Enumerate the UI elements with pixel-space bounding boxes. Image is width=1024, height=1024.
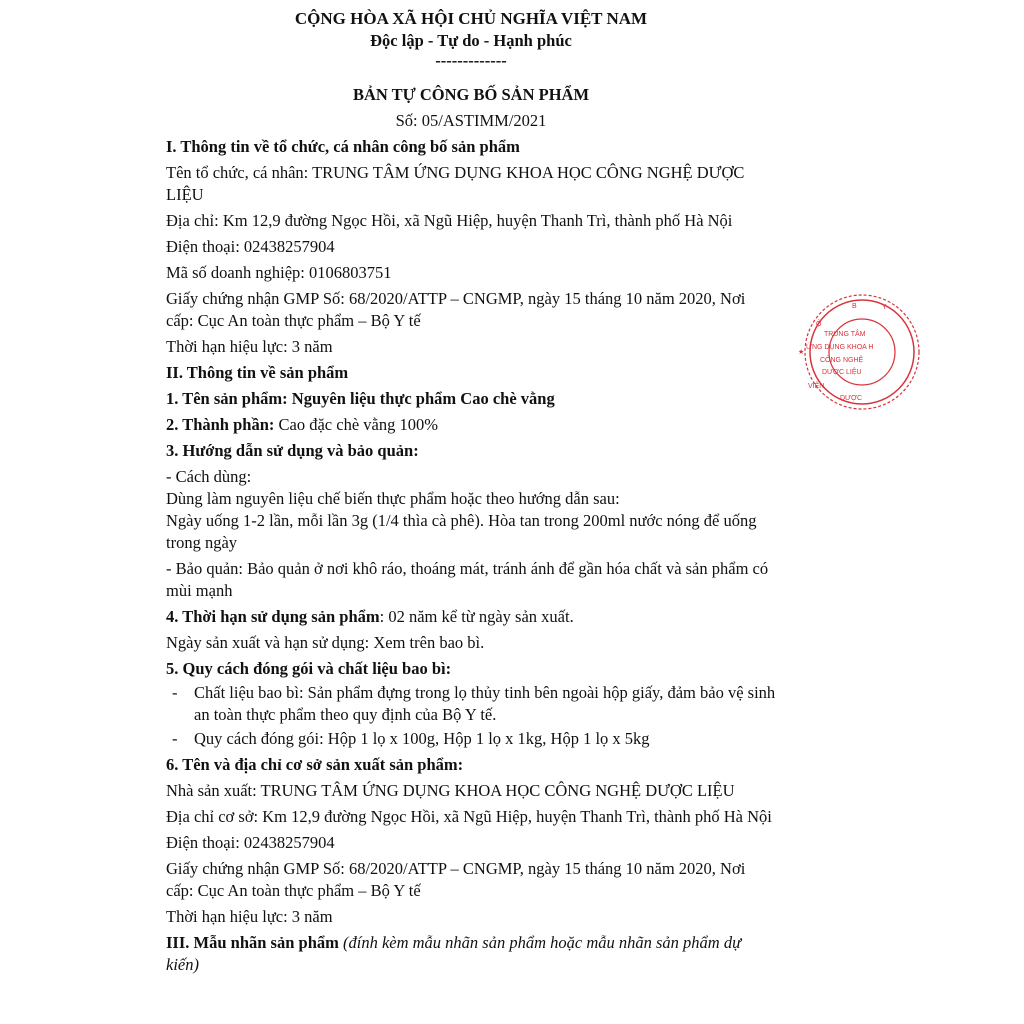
bullet-dash: - <box>172 683 178 702</box>
country-header: CỘNG HÒA XÃ HỘI CHỦ NGHĨA VIỆT NAM <box>294 9 648 28</box>
ingredients-value: Cao đặc chè vằng 100% <box>274 415 438 434</box>
packaging-heading: 5. Quy cách đóng gói và chất liệu bao bì: <box>166 659 452 678</box>
facility-validity: Thời hạn hiệu lực: 3 năm <box>166 907 333 926</box>
packaging-material: Chất liệu bao bì: Sản phẩm đựng trong lọ thủy tinh bên ngoài hộp giấy, đảm bảo vệ sinh an toàn thực phẩm theo quy định của Bộ Y tế. <box>194 683 776 724</box>
facility-gmp-certificate: Giấy chứng nhận GMP Số: 68/2020/ATTP – CNGMP, ngày 15 tháng 10 năm 2020, Nơi cấp: Cục An toàn thực phẩm – Bộ Y tế <box>166 859 746 900</box>
svg-text:ỨNG DỤNG KHOA H: ỨNG DỤNG KHOA H <box>806 344 874 351</box>
org-address: Địa chỉ: Km 12,9 đường Ngọc Hồi, xã Ngũ Hiệp, huyện Thanh Trì, thành phố Hà Nội <box>166 211 733 230</box>
svg-text:★: ★ <box>798 349 805 356</box>
section-3-note: (đính kèm mẫu nhãn sản phẩm hoặc mẫu nhãn sản phẩm dự kiến) <box>166 933 742 974</box>
facility-address: Địa chỉ cơ sở: Km 12,9 đường Ngọc Hồi, xã Ngũ Hiệp, huyện Thanh Trì, thành phố Hà Nội <box>166 807 772 826</box>
svg-text:DƯỢC LIỆU: DƯỢC LIỆU <box>822 369 862 376</box>
svg-text:VIỆN: VIỆN <box>808 383 825 390</box>
packaging-spec: Quy cách đóng gói: Hộp 1 lọ x 100g, Hộp 1 lọ x 1kg, Hộp 1 lọ x 5kg <box>194 729 650 748</box>
org-name: Tên tổ chức, cá nhân: TRUNG TÂM ỨNG DỤNG KHOA HỌC CÔNG NGHỆ DƯỢC LIỆU <box>166 163 745 204</box>
shelf-life-value: : 02 năm kể từ ngày sản xuất. <box>379 607 574 626</box>
seal-icon <box>796 294 886 410</box>
section-2-heading: II. Thông tin về sản phẩm <box>166 363 349 382</box>
packaging-material-item <box>166 682 776 726</box>
shelf-life <box>166 606 776 628</box>
product-ingredients <box>166 414 776 436</box>
usage-label: - Cách dùng: <box>166 467 252 486</box>
section-3-heading: III. Mẫu nhãn sản phẩm <box>166 933 339 952</box>
document-page <box>166 6 776 976</box>
section-3 <box>166 932 776 976</box>
shelf-life-note: Ngày sản xuất và hạn sử dụng: Xem trên bao bì. <box>166 633 485 652</box>
official-seal-stamp <box>796 294 886 410</box>
org-phone: Điện thoại: 02438257904 <box>166 237 335 256</box>
org-gmp-certificate: Giấy chứng nhận GMP Số: 68/2020/ATTP – CNGMP, ngày 15 tháng 10 năm 2020, Nơi cấp: Cục An toàn thực phẩm – Bộ Y tế <box>166 289 746 330</box>
svg-text:Y: Y <box>882 304 887 311</box>
org-tax-code: Mã số doanh nghiệp: 0106803751 <box>166 263 392 282</box>
document-title: BẢN TỰ CÔNG BỐ SẢN PHẨM <box>352 85 590 104</box>
product-name: 1. Tên sản phẩm: Nguyên liệu thực phẩm Cao chè vằng <box>166 389 555 408</box>
svg-text:Ộ: Ộ <box>816 321 822 328</box>
manufacturer-name: Nhà sản xuất: TRUNG TÂM ỨNG DỤNG KHOA HỌC CÔNG NGHỆ DƯỢC LIỆU <box>166 781 735 800</box>
manufacturer-heading: 6. Tên và địa chỉ cơ sở sản xuất sản phẩm: <box>166 755 464 774</box>
svg-text:CÔNG NGHỆ: CÔNG NGHỆ <box>820 357 864 364</box>
header-separator: ------------- <box>435 51 507 70</box>
svg-text:B: B <box>852 303 857 310</box>
usage-line-2: Ngày uống 1-2 lần, mỗi lần 3g (1/4 thìa cà phê). Hòa tan trong 200ml nước nóng để uống trong ngày <box>166 511 757 552</box>
section-1-heading: I. Thông tin về tổ chức, cá nhân công bố sản phẩm <box>166 137 520 156</box>
facility-phone: Điện thoại: 02438257904 <box>166 833 335 852</box>
bullet-dash: - <box>172 729 178 748</box>
usage-line-1: Dùng làm nguyên liệu chế biến thực phẩm hoặc theo hướng dẫn sau: <box>166 489 620 508</box>
packaging-spec-item <box>166 728 776 750</box>
document-number: Số: 05/ASTIMM/2021 <box>395 111 547 130</box>
usage-heading: 3. Hướng dẫn sử dụng và bảo quản: <box>166 441 419 460</box>
ingredients-label: 2. Thành phần: <box>166 415 275 434</box>
shelf-life-label: 4. Thời hạn sử dụng sản phẩm <box>166 607 380 626</box>
svg-text:TRUNG TÂM: TRUNG TÂM <box>824 331 866 338</box>
org-validity: Thời hạn hiệu lực: 3 năm <box>166 337 333 356</box>
national-motto: Độc lập - Tự do - Hạnh phúc <box>370 31 572 50</box>
storage-instructions: - Bảo quản: Bảo quản ở nơi khô ráo, thoáng mát, tránh ánh để gần hóa chất và sản phẩm có mùi mạnh <box>166 559 769 600</box>
svg-text:DƯỢC: DƯỢC <box>840 395 863 402</box>
